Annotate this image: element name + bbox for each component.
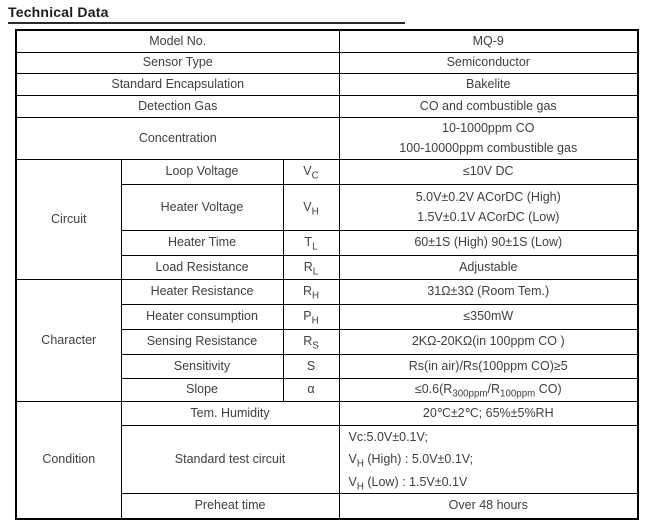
row-tem-humidity [16, 401, 638, 425]
load-resistance-value: Adjustable [339, 255, 638, 279]
technical-data-table [15, 29, 639, 520]
heater-voltage-value [339, 184, 638, 230]
sensitivity-value: Rs(in air)/Rs(100ppm CO)≥5 [339, 354, 638, 378]
concentration-value-line1: 10-1000ppm CO [442, 121, 535, 135]
tem-humidity-label: Tem. Humidity [121, 401, 339, 425]
row-model-no [16, 30, 638, 52]
detection-gas-value: CO and combustible gas [339, 95, 638, 117]
sensitivity-label: Sensitivity [121, 354, 283, 378]
encapsulation-label: Standard Encapsulation [16, 73, 339, 95]
heater-voltage-symbol: $V_H$ [283, 184, 339, 230]
standard-test-circuit-label: Standard test circuit [121, 425, 339, 494]
load-resistance-symbol: $R_L$ [283, 255, 339, 279]
test-circuit-line2: $V_H$ (High) : 5.0V±0.1V; [348, 452, 474, 470]
preheat-time-value: Over 48 hours [339, 494, 638, 519]
tem-humidity-value: 20℃±2℃; 65%±5%RH [339, 401, 638, 425]
concentration-label: Concentration [16, 117, 339, 159]
sensing-resistance-value: 2KΩ-20KΩ(in 100ppm CO ) [339, 329, 638, 354]
heater-resistance-value: 31Ω±3Ω (Room Tem.) [339, 279, 638, 304]
heater-resistance-symbol: $R_H$ [283, 279, 339, 304]
heater-time-value: 60±1S (High) 90±1S (Low) [339, 230, 638, 255]
sensor-type-label: Sensor Type [16, 52, 339, 73]
slope-symbol: α [283, 378, 339, 401]
preheat-time-label: Preheat time [121, 494, 339, 519]
sensitivity-symbol: S [283, 354, 339, 378]
condition-group-cell: Condition [16, 401, 121, 519]
model-no-value: MQ-9 [339, 30, 638, 52]
standard-test-circuit-value [339, 425, 638, 494]
heater-time-symbol: $T_L$ [283, 230, 339, 255]
heater-voltage-value-line2: 1.5V±0.1V ACorDC (Low) [417, 210, 560, 224]
circuit-group-cell: Circuit [16, 159, 121, 279]
row-encapsulation [16, 73, 638, 95]
heater-consumption-value: ≤350mW [339, 304, 638, 329]
page-title: Technical Data [8, 4, 405, 24]
sensing-resistance-symbol: $R_S$ [283, 329, 339, 354]
row-detection-gas [16, 95, 638, 117]
model-no-label: Model No. [16, 30, 339, 52]
slope-label: Slope [121, 378, 283, 401]
loop-voltage-symbol: $V_C$ [283, 159, 339, 184]
loop-voltage-value: ≤10V DC [339, 159, 638, 184]
heater-voltage-value-line1: 5.0V±0.2V ACorDC (High) [415, 190, 561, 204]
sensing-resistance-label: Sensing Resistance [121, 329, 283, 354]
heater-voltage-label: Heater Voltage [121, 184, 283, 230]
loop-voltage-label: Loop Voltage [121, 159, 283, 184]
detection-gas-label: Detection Gas [16, 95, 339, 117]
test-circuit-line3: $V_H$ (Low) : 1.5V±0.1V [348, 474, 468, 492]
slope-value: $\le 0.6(R_{300ppm}/R_{100ppm}$ CO) [339, 378, 638, 401]
concentration-value [339, 117, 638, 159]
concentration-value-line2: 100-10000ppm combustible gas [399, 141, 578, 155]
row-sensor-type [16, 52, 638, 73]
character-group-cell: Character [16, 279, 121, 401]
heater-resistance-label: Heater Resistance [121, 279, 283, 304]
heater-consumption-symbol: $P_H$ [283, 304, 339, 329]
test-circuit-line1: Vc:5.0V±0.1V; [348, 429, 428, 444]
heater-time-label: Heater Time [121, 230, 283, 255]
sensor-type-value: Semiconductor [339, 52, 638, 73]
row-loop-voltage [16, 159, 638, 184]
row-concentration [16, 117, 638, 159]
row-heater-resistance [16, 279, 638, 304]
load-resistance-label: Load Resistance [121, 255, 283, 279]
encapsulation-value: Bakelite [339, 73, 638, 95]
heater-consumption-label: Heater consumption [121, 304, 283, 329]
